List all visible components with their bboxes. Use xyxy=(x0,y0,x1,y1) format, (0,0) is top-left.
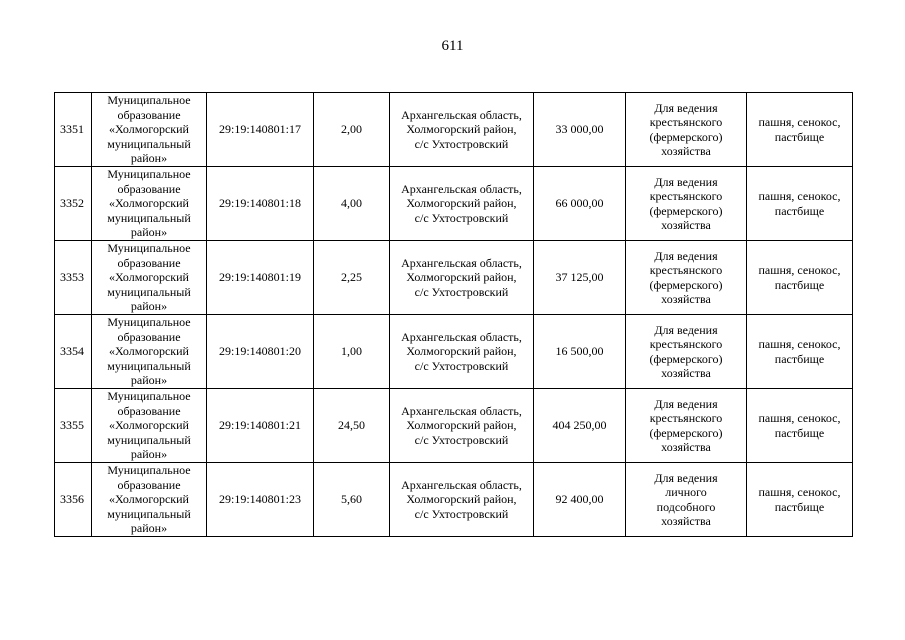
page-number: 611 xyxy=(441,38,464,54)
price-cell: 37 125,00 xyxy=(534,241,626,315)
cadastral-number-cell: 29:19:140801:20 xyxy=(207,315,314,389)
owner-cell: Муниципальное образование «Холмогорский муниципальный район» xyxy=(92,315,207,389)
address-cell: Архангельская область, Холмогорский район, с/с Ухтостровский xyxy=(390,315,534,389)
row-number-cell: 3356 xyxy=(55,463,92,537)
table-row xyxy=(55,167,853,241)
land-usage-cell: пашня, сенокос, пастбище xyxy=(747,167,853,241)
row-number-cell: 3354 xyxy=(55,315,92,389)
land-usage-cell: пашня, сенокос, пастбище xyxy=(747,389,853,463)
owner-cell: Муниципальное образование «Холмогорский муниципальный район» xyxy=(92,93,207,167)
owner-cell: Муниципальное образование «Холмогорский муниципальный район» xyxy=(92,241,207,315)
purpose-cell: Для ведения крестьянского (фермерского) хозяйства xyxy=(626,167,747,241)
area-cell: 2,25 xyxy=(314,241,390,315)
table-row xyxy=(55,389,853,463)
purpose-cell: Для ведения крестьянского (фермерского) хозяйства xyxy=(626,241,747,315)
price-cell: 66 000,00 xyxy=(534,167,626,241)
table-row xyxy=(55,315,853,389)
price-cell: 404 250,00 xyxy=(534,389,626,463)
address-cell: Архангельская область, Холмогорский район, с/с Ухтостровский xyxy=(390,241,534,315)
address-cell: Архангельская область, Холмогорский район, с/с Ухтостровский xyxy=(390,463,534,537)
table-row xyxy=(55,93,853,167)
land-usage-cell: пашня, сенокос, пастбище xyxy=(747,315,853,389)
purpose-cell: Для ведения крестьянского (фермерского) хозяйства xyxy=(626,315,747,389)
cadastral-number-cell: 29:19:140801:18 xyxy=(207,167,314,241)
row-number-cell: 3352 xyxy=(55,167,92,241)
purpose-cell: Для ведения личного подсобного хозяйства xyxy=(626,463,747,537)
owner-cell: Муниципальное образование «Холмогорский муниципальный район» xyxy=(92,463,207,537)
land-usage-cell: пашня, сенокос, пастбище xyxy=(747,463,853,537)
purpose-cell: Для ведения крестьянского (фермерского) хозяйства xyxy=(626,93,747,167)
area-cell: 5,60 xyxy=(314,463,390,537)
price-cell: 92 400,00 xyxy=(534,463,626,537)
land-plots-table xyxy=(54,92,853,537)
table-row xyxy=(55,463,853,537)
address-cell: Архангельская область, Холмогорский район, с/с Ухтостровский xyxy=(390,167,534,241)
cadastral-number-cell: 29:19:140801:19 xyxy=(207,241,314,315)
address-cell: Архангельская область, Холмогорский район, с/с Ухтостровский xyxy=(390,389,534,463)
owner-cell: Муниципальное образование «Холмогорский муниципальный район» xyxy=(92,167,207,241)
purpose-cell: Для ведения крестьянского (фермерского) хозяйства xyxy=(626,389,747,463)
row-number-cell: 3355 xyxy=(55,389,92,463)
land-usage-cell: пашня, сенокос, пастбище xyxy=(747,241,853,315)
row-number-cell: 3351 xyxy=(55,93,92,167)
area-cell: 1,00 xyxy=(314,315,390,389)
land-usage-cell: пашня, сенокос, пастбище xyxy=(747,93,853,167)
row-number-cell: 3353 xyxy=(55,241,92,315)
price-cell: 33 000,00 xyxy=(534,93,626,167)
address-cell: Архангельская область, Холмогорский район, с/с Ухтостровский xyxy=(390,93,534,167)
cadastral-number-cell: 29:19:140801:17 xyxy=(207,93,314,167)
cadastral-number-cell: 29:19:140801:23 xyxy=(207,463,314,537)
cadastral-number-cell: 29:19:140801:21 xyxy=(207,389,314,463)
owner-cell: Муниципальное образование «Холмогорский муниципальный район» xyxy=(92,389,207,463)
area-cell: 24,50 xyxy=(314,389,390,463)
area-cell: 2,00 xyxy=(314,93,390,167)
table-row xyxy=(55,241,853,315)
price-cell: 16 500,00 xyxy=(534,315,626,389)
area-cell: 4,00 xyxy=(314,167,390,241)
